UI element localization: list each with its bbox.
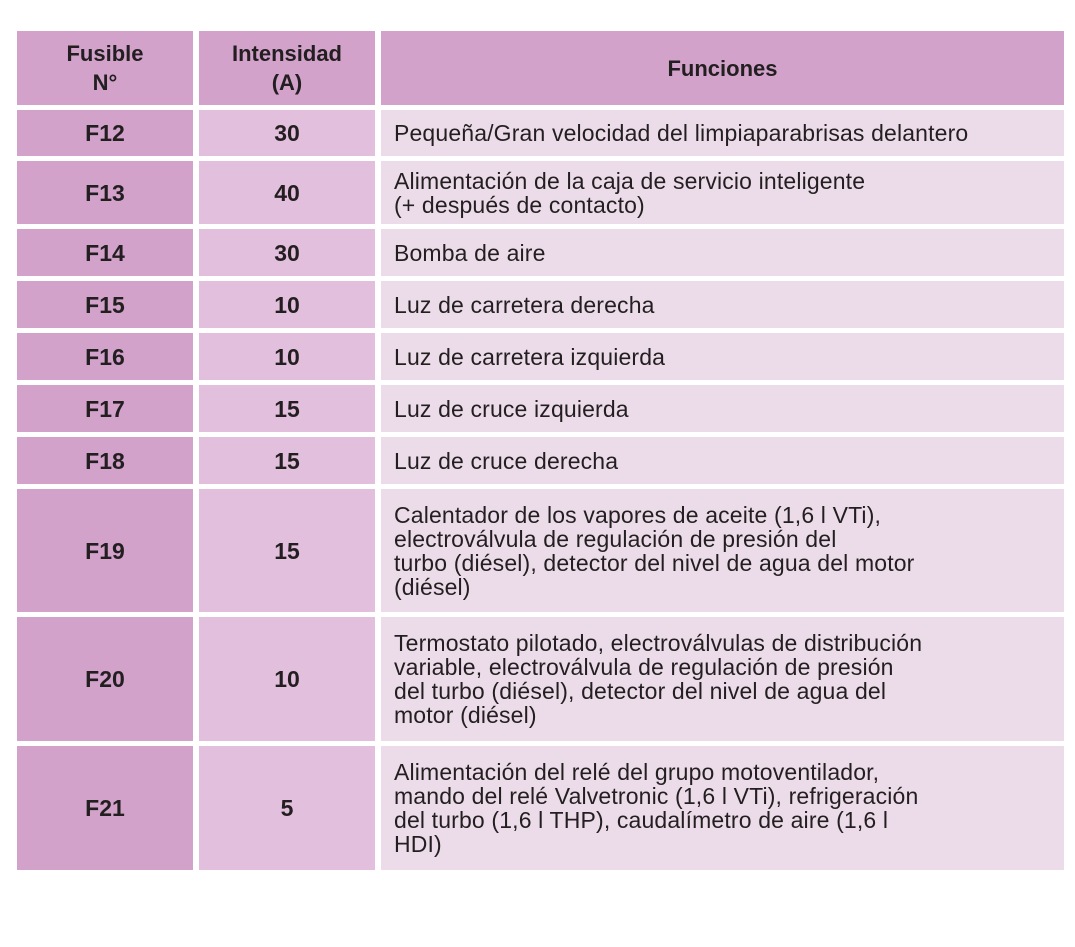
amperage-cell-text: 10 [274,343,300,370]
header-functions [381,31,1064,105]
fuse-table [17,31,1064,870]
fuse-number-cell-text: F21 [85,795,125,821]
fuse-number-cell [17,617,193,741]
fuse-number-cell-text: F16 [85,343,125,370]
fuse-number-cell-text: F18 [85,447,125,474]
function-cell [381,229,1064,276]
function-cell-text: Alimentación de la caja de servicio inteligente (+ después de contacto) [394,167,866,218]
header-amperage-text: Intensidad (A) [231,41,342,95]
fuse-number-cell-text: F12 [85,120,125,146]
fuse-number-cell [17,110,193,156]
fuse-number-cell [17,746,193,870]
function-cell-text: Bomba de aire [394,239,546,266]
function-cell [381,161,1064,224]
function-cell-text: Alimentación del relé del grupo motoventilador, mando del relé Valvetronic (1,6 l VTi), refrigeración del turbo (1,6 l THP), caudalímetro de aire (1,6 l HDI) [394,759,919,857]
fuse-number-cell [17,385,193,432]
amperage-cell-text: 30 [274,239,300,266]
function-cell [381,746,1064,870]
amperage-cell-text: 5 [280,795,294,821]
amperage-cell-text: 40 [274,179,300,206]
fuse-number-cell-text: F14 [85,239,125,266]
function-cell-text: Luz de cruce izquierda [394,395,629,422]
fuse-number-cell-text: F20 [85,666,125,692]
fuse-number-cell [17,437,193,484]
fuse-number-cell-text: F19 [85,537,125,564]
function-cell [381,437,1064,484]
function-cell-text: Luz de carretera izquierda [394,343,666,370]
fuse-number-cell [17,281,193,328]
fuse-number-cell-text: F17 [85,395,125,422]
amperage-cell [199,437,375,484]
header-fuse-number [17,31,193,105]
fuse-number-cell-text: F15 [85,291,125,318]
amperage-cell [199,110,375,156]
amperage-cell-text: 10 [274,666,300,692]
amperage-cell-text: 15 [274,395,300,422]
amperage-cell [199,617,375,741]
amperage-cell [199,161,375,224]
function-cell-text: Luz de cruce derecha [394,447,619,474]
fuse-number-cell [17,489,193,612]
header-fuse-number-text: Fusible N° [66,41,144,95]
amperage-cell-text: 10 [274,291,300,318]
function-cell-text: Luz de carretera derecha [394,291,655,318]
function-cell [381,617,1064,741]
amperage-cell [199,281,375,328]
function-cell-text: Calentador de los vapores de aceite (1,6 l VTi), electroválvula de regulación de presión del turbo (diésel), detector del nivel de agua del motor (diésel) [394,501,915,600]
amperage-cell-text: 15 [274,537,300,564]
fuse-number-cell [17,161,193,224]
amperage-cell-text: 15 [274,447,300,474]
function-cell [381,333,1064,380]
fuse-number-cell [17,333,193,380]
amperage-cell [199,746,375,870]
fuse-number-cell-text: F13 [85,179,125,206]
amperage-cell-text: 30 [274,120,300,146]
header-amperage [199,31,375,105]
amperage-cell [199,489,375,612]
amperage-cell [199,229,375,276]
function-cell-text: Termostato pilotado, electroválvulas de distribución variable, electroválvula de regulación de presión del turbo (diésel), detector del nivel de agua del motor (diésel) [394,630,923,728]
function-cell [381,281,1064,328]
header-functions-text: Funciones [667,55,778,81]
function-cell [381,489,1064,612]
function-cell-text: Pequeña/Gran velocidad del limpiaparabrisas delantero [394,120,969,146]
amperage-cell [199,385,375,432]
function-cell [381,385,1064,432]
function-cell [381,110,1064,156]
fuse-number-cell [17,229,193,276]
amperage-cell [199,333,375,380]
